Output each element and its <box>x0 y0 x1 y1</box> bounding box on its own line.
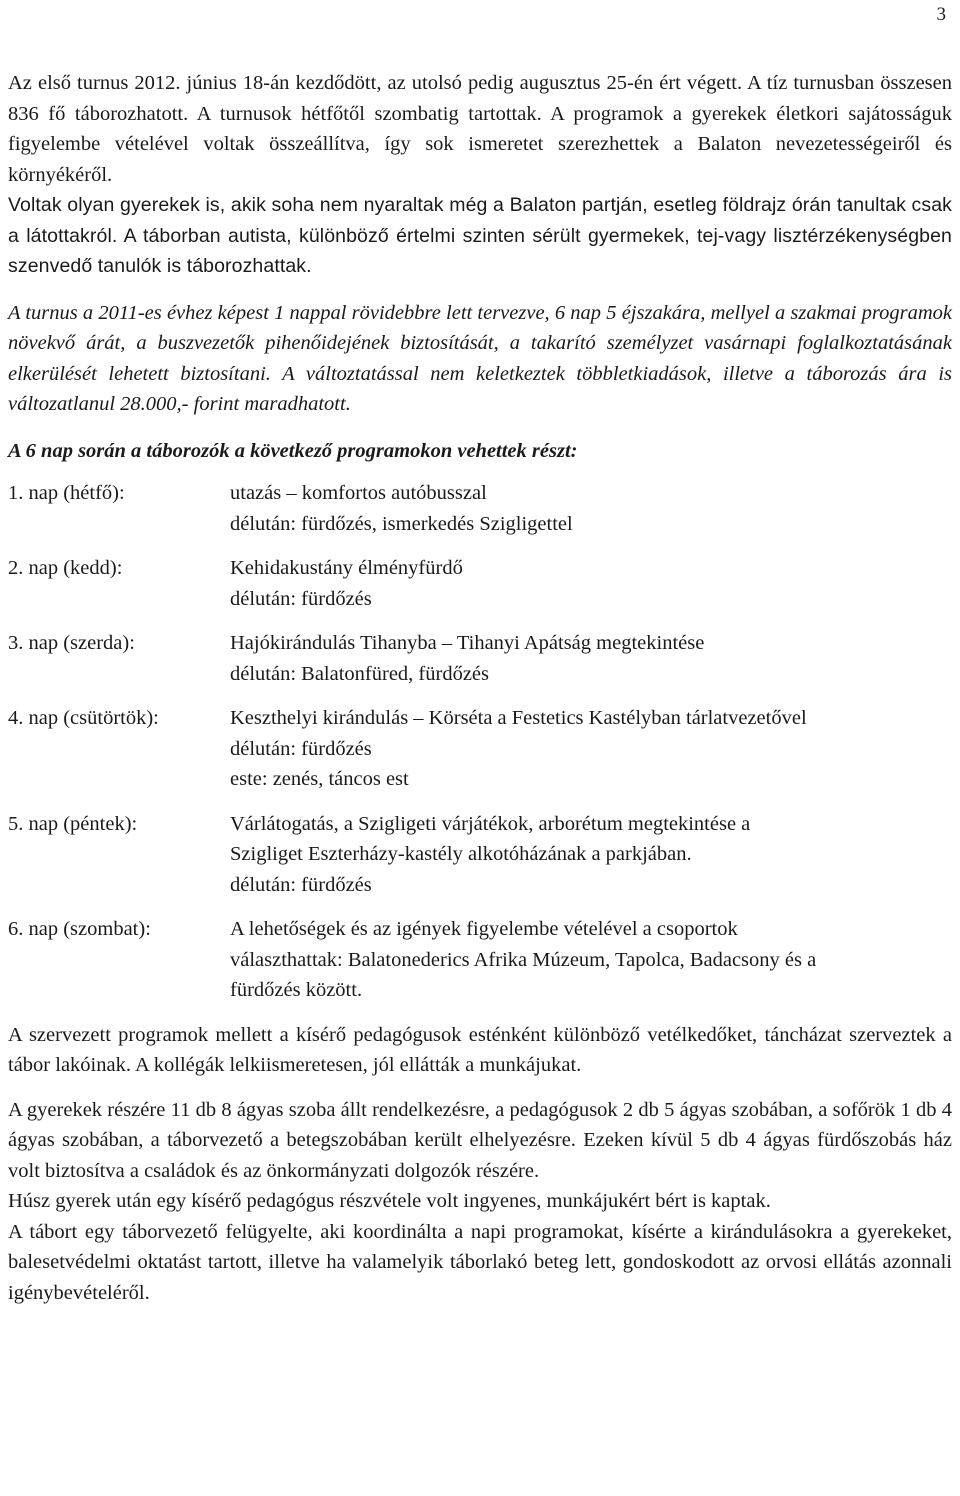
schedule-day <box>8 553 952 614</box>
paragraph-teachers: Húsz gyerek után egy kísérő pedagógus részvétele volt ingyenes, munkájukért bért is kaptak. <box>8 1190 771 1212</box>
day-activity: délután: fürdőzés <box>230 587 372 610</box>
day-activity: Hajókirándulás Tihanyba – Tihanyi Apátság megtekintése <box>230 632 705 654</box>
day-label: 6. nap (szombat): <box>8 918 151 940</box>
program-heading: A 6 nap során a táborozók a következő programokon vehettek részt: <box>8 439 578 462</box>
day-activity: Várlátogatás, a Szigligeti várjátékok, arborétum megtekintése a <box>230 812 751 835</box>
schedule-day <box>8 914 952 1006</box>
paragraph-turnus-change: A turnus a 2011-es évhez képest 1 nappal rövidebbre lett tervezve, 6 nap 5 éjszakára, mellyel a szakmai programok növekvő árát, a buszvezetők pihenőidejének biztosítását, a takarító személyzet vasárnapi foglalkoztatásának elkerülését lehetett biztosítani. A változtatással nem keletkeztek többletkiadások, illetve a táborozás ára is változatlanul 28.000,- forint maradhatott. <box>8 301 952 415</box>
day-activity: este: zenés, táncos est <box>230 768 409 790</box>
program-schedule <box>8 478 952 1006</box>
day-activity: délután: fürdőzés, ismerkedés Szigligettel <box>230 512 573 535</box>
day-activity: Kehidakustány élményfürdő <box>230 557 463 579</box>
schedule-day <box>8 703 952 795</box>
paragraph-turnus-dates: Az első turnus 2012. június 18-án kezdődött, az utolsó pedig augusztus 25-én ért végett. A tíz turnusban összesen 836 fő táborozhatott. A turnusok hétfőtől szombatig tartottak. A programok a gyerekek életkori sajátosságuk figyelembe vételével voltak összeállítva, így sok ismeretet szerezhettek a Balaton nevezetességeiről és környékéről. <box>8 72 952 186</box>
day-activity: fürdőzés között. <box>230 979 363 1001</box>
day-label: 2. nap (kedd): <box>8 557 123 579</box>
day-activity: délután: Balatonfüred, fürdőzés <box>230 662 490 685</box>
day-label: 3. nap (szerda): <box>8 632 135 654</box>
paragraph-accommodation: A gyerekek részére 11 db 8 ágyas szoba állt rendelkezésre, a pedagógusok 2 db 5 ágyas szobában, a sofőrök 1 db 4 ágyas szobában, a táborvezető a betegszobában került elhelyezésre. Ezeken kívül 5 db 4 ágyas fürdőszobás ház volt biztosítva a családok és az önkormányzati dolgozók részére. <box>8 1098 952 1182</box>
day-label: 4. nap (csütörtök): <box>8 707 159 729</box>
paragraph-evening-programs: A szervezett programok mellett a kísérő pedagógusok esténként különböző vetélkedőket, táncházat szerveztek a tábor lakóinak. A kollégák lelkiismeretesen, jól ellátták a munkájukat. <box>8 1023 952 1076</box>
day-activity: Szigliget Eszterházy-kastély alkotóházának a parkjában. <box>230 843 692 865</box>
day-activity: Keszthelyi kirándulás – Körséta a Festetics Kastélyban tárlatvezetővel <box>230 707 807 729</box>
day-activity: délután: fürdőzés <box>230 737 372 760</box>
day-activity: A lehetőségek és az igények figyelembe vételével a csoportok <box>230 918 738 940</box>
paragraph-children: Voltak olyan gyerekek is, akik soha nem nyaraltak még a Balaton partján, esetleg földrajz órán tanultak csak a látottakról. A táborban autista, különböző értelmi szinten sérült gyermekek, tej-vagy lisztérzékenységben szenvedő tanulók is táborozhattak. <box>8 194 952 277</box>
schedule-day <box>8 628 952 689</box>
day-label: 5. nap (péntek): <box>8 812 138 835</box>
day-activity: választhattak: Balatonederics Afrika Múzeum, Tapolca, Badacsony és a <box>230 948 817 971</box>
day-activity: utazás – komfortos autóbusszal <box>230 482 487 504</box>
page-number: 3 <box>936 4 946 25</box>
document-body <box>8 68 952 1308</box>
day-label: 1. nap (hétfő): <box>8 482 125 504</box>
day-activity: délután: fürdőzés <box>230 873 372 896</box>
paragraph-camp-leader: A tábort egy táborvezető felügyelte, aki koordinálta a napi programokat, kísérte a kirándulásokra a gyerekeket, balesetvédelmi oktatást tartott, illetve ha valamelyik táborlakó beteg lett, gondoskodott az orvosi ellátás azonnali igénybevételéről. <box>8 1220 952 1304</box>
schedule-day <box>8 809 952 901</box>
schedule-day <box>8 478 952 539</box>
